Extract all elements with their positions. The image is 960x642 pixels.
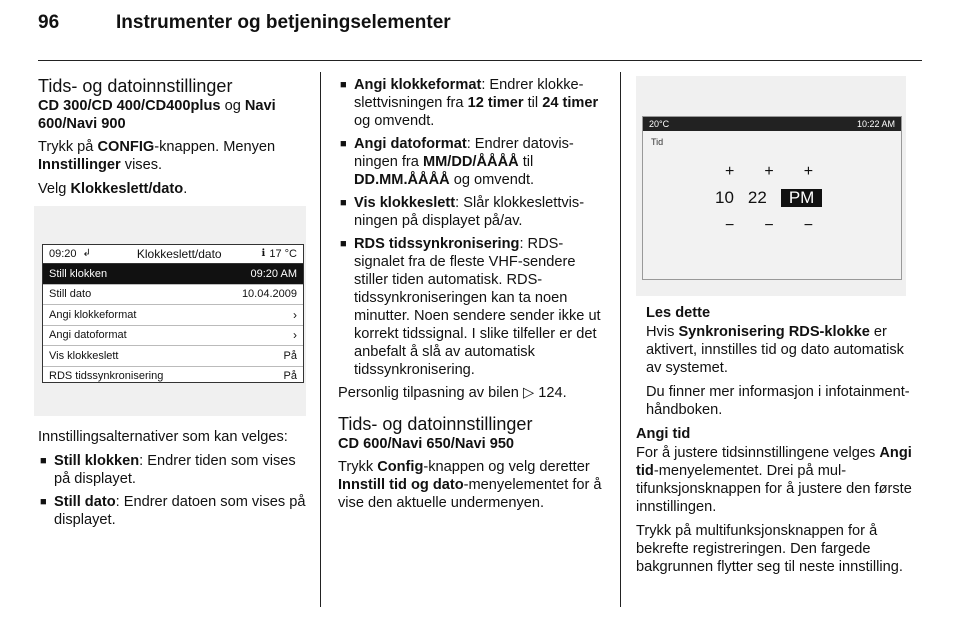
column-1 xyxy=(38,76,308,534)
bullet-list xyxy=(38,452,308,529)
figure-clock-menu xyxy=(34,206,306,416)
paragraph: For å justere tidsinnstillingene velges Angi tid-menyelementet. Drei på multifunksjonsknappen for å justere den første innstillingen. xyxy=(636,445,912,515)
decrease-ampm-button[interactable]: − xyxy=(803,217,814,234)
note-title: Les dette xyxy=(646,305,711,321)
increase-hour-button[interactable]: + xyxy=(725,163,735,180)
screen-time: 09:20 xyxy=(49,248,77,260)
paragraph: Du finner mer informasjon i infotainment-håndboken. xyxy=(646,384,910,418)
page-title: Instrumenter og betjeningselementer xyxy=(116,12,451,33)
column-divider-2 xyxy=(620,72,621,607)
screen-temp: 17 °C xyxy=(269,248,297,260)
paragraph: Trykk på multifunksjonsknappen for å bekrefte registreringen. Den fargede bakgrunnen flytter seg til neste innstilling. xyxy=(636,523,903,575)
minute-value[interactable]: 22 xyxy=(747,188,767,207)
menu-row[interactable]: Angi klokkeformat › xyxy=(43,305,303,326)
menu-row[interactable]: Angi datoformat › xyxy=(43,326,303,347)
figure-time-setting xyxy=(636,76,906,296)
section-heading: Tids- og datoinnstillinger xyxy=(38,76,233,96)
increase-minute-button[interactable]: + xyxy=(764,163,774,180)
section-subheading: Angi tid xyxy=(636,426,691,442)
back-icon: ↲ xyxy=(82,248,91,259)
paragraph: Trykk Config-knappen og velg deretter Innstill tid og dato-menyelementet for å vise den aktuelle undermenyen. xyxy=(338,459,602,511)
list-item: ■ Still dato: Endrer datoen som vises på displayet. xyxy=(38,493,308,529)
column-3 xyxy=(636,76,922,582)
paragraph: Personlig tilpasning av bilen ▷ 124. xyxy=(338,385,567,401)
list-item: ■ Angi datoformat: Endrer datovisningen fra MM/DD/ÅÅÅÅ til DD.MM.ÅÅÅÅ og omvendt. xyxy=(338,135,606,189)
menu-row[interactable]: Still klokken 09:20 AM xyxy=(43,264,303,285)
column-divider-1 xyxy=(320,72,321,607)
minus-row xyxy=(643,207,901,235)
time-value-row xyxy=(643,181,901,207)
paragraph: Velg Klokkeslett/dato. xyxy=(38,181,188,197)
screen-title: Klokkeslett/dato xyxy=(136,247,222,261)
menu-row[interactable]: RDS tidssynkronisering På xyxy=(49,370,297,383)
increase-ampm-button[interactable]: + xyxy=(803,163,814,180)
menu-row[interactable]: Still dato 10.04.2009 xyxy=(43,285,303,306)
menu-row[interactable]: Vis klokkeslett På xyxy=(43,346,303,367)
paragraph: Innstillingsalternativer som kan velges: xyxy=(38,429,288,445)
page-header xyxy=(38,12,451,34)
column-2 xyxy=(338,76,606,518)
screen-label: Tid xyxy=(651,137,664,147)
screen-status-bar: 20°C 10:22 AM xyxy=(643,117,901,131)
page-number: 96 xyxy=(38,12,60,33)
paragraph: Trykk på CONFIG-knappen. Menyen Innstillinger vises. xyxy=(38,139,276,173)
plus-row xyxy=(643,153,901,181)
screen-header xyxy=(43,245,303,264)
list-item: ■ Still klokken: Endrer tiden som vises på displayet. xyxy=(38,452,308,488)
hour-value[interactable]: 10 xyxy=(715,188,734,207)
section-subheading: CD 600/Navi 650/Navi 950 xyxy=(338,436,515,452)
display-screen xyxy=(642,116,902,280)
info-icon: ℹ xyxy=(261,248,266,259)
note-box xyxy=(646,304,922,419)
list-item: ■ Vis klokkeslett: Slår klokkeslettvisningen på displayet på/av. xyxy=(338,194,606,230)
ampm-value[interactable]: PM xyxy=(781,189,823,207)
display-screen xyxy=(42,244,304,383)
decrease-minute-button[interactable]: − xyxy=(764,217,774,234)
bullet-list xyxy=(338,76,606,379)
header-rule xyxy=(38,60,922,61)
page-ref-icon: ▷ xyxy=(522,385,535,401)
list-item: ■ Angi klokkeformat: Endrer klokkeslettvisningen fra 12 timer til 24 timer og omvendt. xyxy=(338,76,606,130)
list-item: ■ RDS tidssynkronisering: RDS-signalet fra de fleste VHF-sendere stiller tiden automatisk. RDS-tidssynkroniseringen kan ta noen minutter. Noen sendere sender ikke ut korrekt tidssignal. I slike tilfeller er det anbefalt å slå av automatisk tidssynkronisering. xyxy=(338,235,606,379)
decrease-hour-button[interactable]: − xyxy=(725,217,735,234)
paragraph: Hvis Synkronisering RDS-klokke er aktivert, innstilles tid og dato automatisk av systemet. xyxy=(646,324,904,376)
section-heading: Tids- og datoinnstillinger xyxy=(338,414,533,434)
section-subheading: CD 300/CD 400/CD400plus og Navi 600/Navi 900 xyxy=(38,98,276,132)
